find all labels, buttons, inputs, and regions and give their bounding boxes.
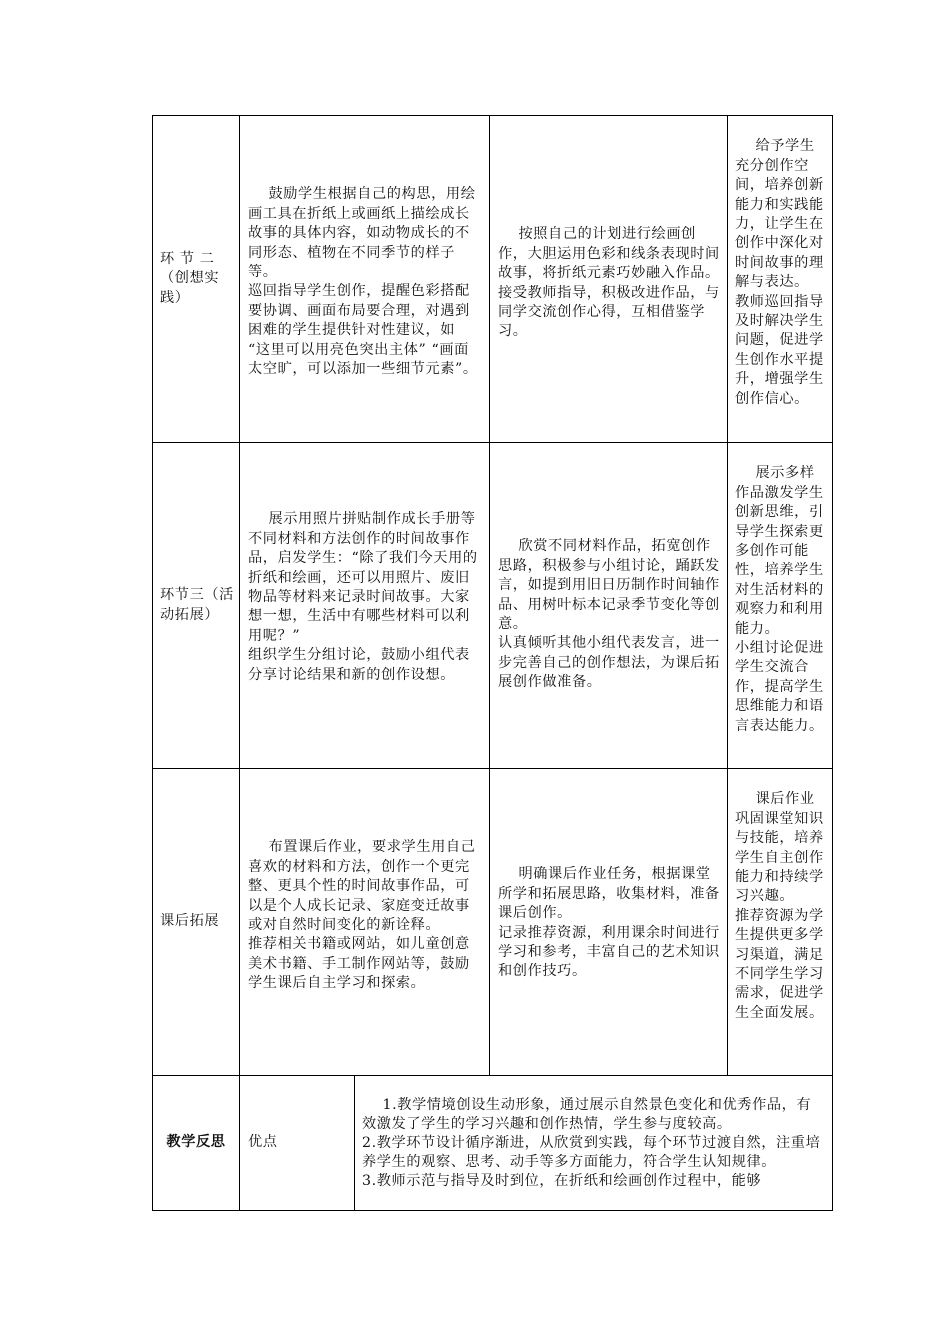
reflection-sublabel: 优点 — [248, 1134, 278, 1151]
reflection-label-cell — [153, 1076, 239, 1210]
reflection-label: 教学反思 — [166, 1134, 226, 1151]
table-border-top — [152, 115, 833, 116]
column-divider — [239, 115, 240, 1211]
design-intent-cell — [735, 118, 827, 429]
student-activity-cell — [498, 846, 720, 1001]
stage-label: 环 节 二（创想实践） — [160, 250, 220, 306]
stage-cell — [160, 443, 236, 768]
column-divider — [489, 115, 490, 1076]
stage-cell — [160, 769, 236, 1075]
stage-label: 环节三（活动拓展） — [160, 587, 234, 623]
teacher-activity-text: 鼓励学生根据自己的构思，用绘画工具在折纸上或画纸上描绘成长故事的具体内容，如动物成长的不同形态、植物在不同季节的样子等。 巡回指导学生创作，提醒色彩搭配要协调、画面布局要合理，对遇到困难的学生提供针对性建议，如 “这里可以用亮色突出主体” “画面太空旷，可以添加一些细节元素”。 — [248, 186, 478, 378]
reflection-points-text: 1.教学情境创设生动形象，通过展示自然景色变化和优秀作品，有效激发了学生的学习兴趣和创作热情，学生参与度较高。 2.教学环节设计循序渐进，从欣赏到实践，每个环节过渡自然，注重培养学生的观察、思考、动手等多方面能力，符合学生认知规律。 3.教师示范与指导及时到位，在折纸和绘画创作过程中，能够 — [362, 1097, 821, 1189]
table-border-right — [832, 115, 833, 1211]
teacher-activity-text: 展示用照片拼贴制作成长手册等不同材料和方法创作的时间故事作品，启发学生：“除了我们今天用的折纸和绘画，还可以用照片、废旧物品等材料来记录时间故事。大家想一想，生活中有哪些材料可以利用呢？” 组织学生分组讨论，鼓励小组代表分享讨论结果和新的创作设想。 — [248, 511, 478, 683]
stage-cell — [160, 116, 236, 442]
table-border-left — [152, 115, 153, 1211]
design-intent-cell — [735, 771, 827, 1043]
design-intent-text: 课后作业巩固课堂知识与技能，培养学生自主创作能力和持续学习兴趣。 推荐资源为学生提供更多学习渠道，满足不同学生学习需求，促进学生全面发展。 — [735, 791, 824, 1021]
student-activity-cell — [498, 518, 720, 712]
teacher-activity-cell — [248, 491, 480, 704]
reflection-sublabel-cell — [248, 1076, 348, 1210]
teacher-activity-cell — [248, 819, 480, 1013]
table-border-bottom — [152, 1210, 833, 1211]
teacher-activity-cell — [248, 166, 480, 399]
student-activity-cell — [498, 206, 720, 361]
design-intent-cell — [735, 445, 827, 756]
reflection-points-cell — [362, 1077, 826, 1210]
student-activity-text: 欣赏不同材料作品，拓宽创作思路，积极参与小组讨论，踊跃发言，如提到用旧日历制作时间轴作品、用树叶标本记录季节变化等创意。 认真倾听其他小组代表发言，进一步完善自己的创作想法，为课后拓展创作做准备。 — [498, 538, 720, 691]
teacher-activity-text: 布置课后作业，要求学生用自己喜欢的材料和方法，创作一个更完整、更具个性的时间故事作品，可以是个人成长记录、家庭变迁故事或对自然时间变化的新诠释。 推荐相关书籍或网站，如儿童创意美术书籍、手工制作网站等，鼓励学生课后自主学习和探索。 — [248, 839, 476, 992]
student-activity-text: 明确课后作业任务，根据课堂所学和拓展思路，收集材料，准备课后创作。 记录推荐资源，利用课余时间进行学习和参考，丰富自己的艺术知识和创作技巧。 — [498, 866, 720, 980]
row-divider — [152, 768, 833, 769]
row-divider — [152, 442, 833, 443]
design-intent-text: 展示多样作品激发学生创新思维，引导学生探索更多创作可能性，培养学生对生活材料的观察力和利用能力。 小组讨论促进学生交流合作，提高学生思维能力和语言表达能力。 — [735, 465, 824, 734]
stage-label: 课后拓展 — [160, 913, 220, 930]
column-divider — [354, 1075, 355, 1211]
design-intent-text: 给予学生充分创作空间，培养创新能力和实践能力，让学生在创作中深化对时间故事的理解与表达。 教师巡回指导及时解决学生问题，促进学生创作水平提升，增强学生创作信心。 — [735, 138, 824, 407]
student-activity-text: 按照自己的计划进行绘画创作，大胆运用色彩和线条表现时间故事，将折纸元素巧妙融入作品。 接受教师指导，积极改进作品，与同学交流创作心得，互相借鉴学习。 — [498, 226, 720, 340]
column-divider — [727, 115, 728, 1076]
